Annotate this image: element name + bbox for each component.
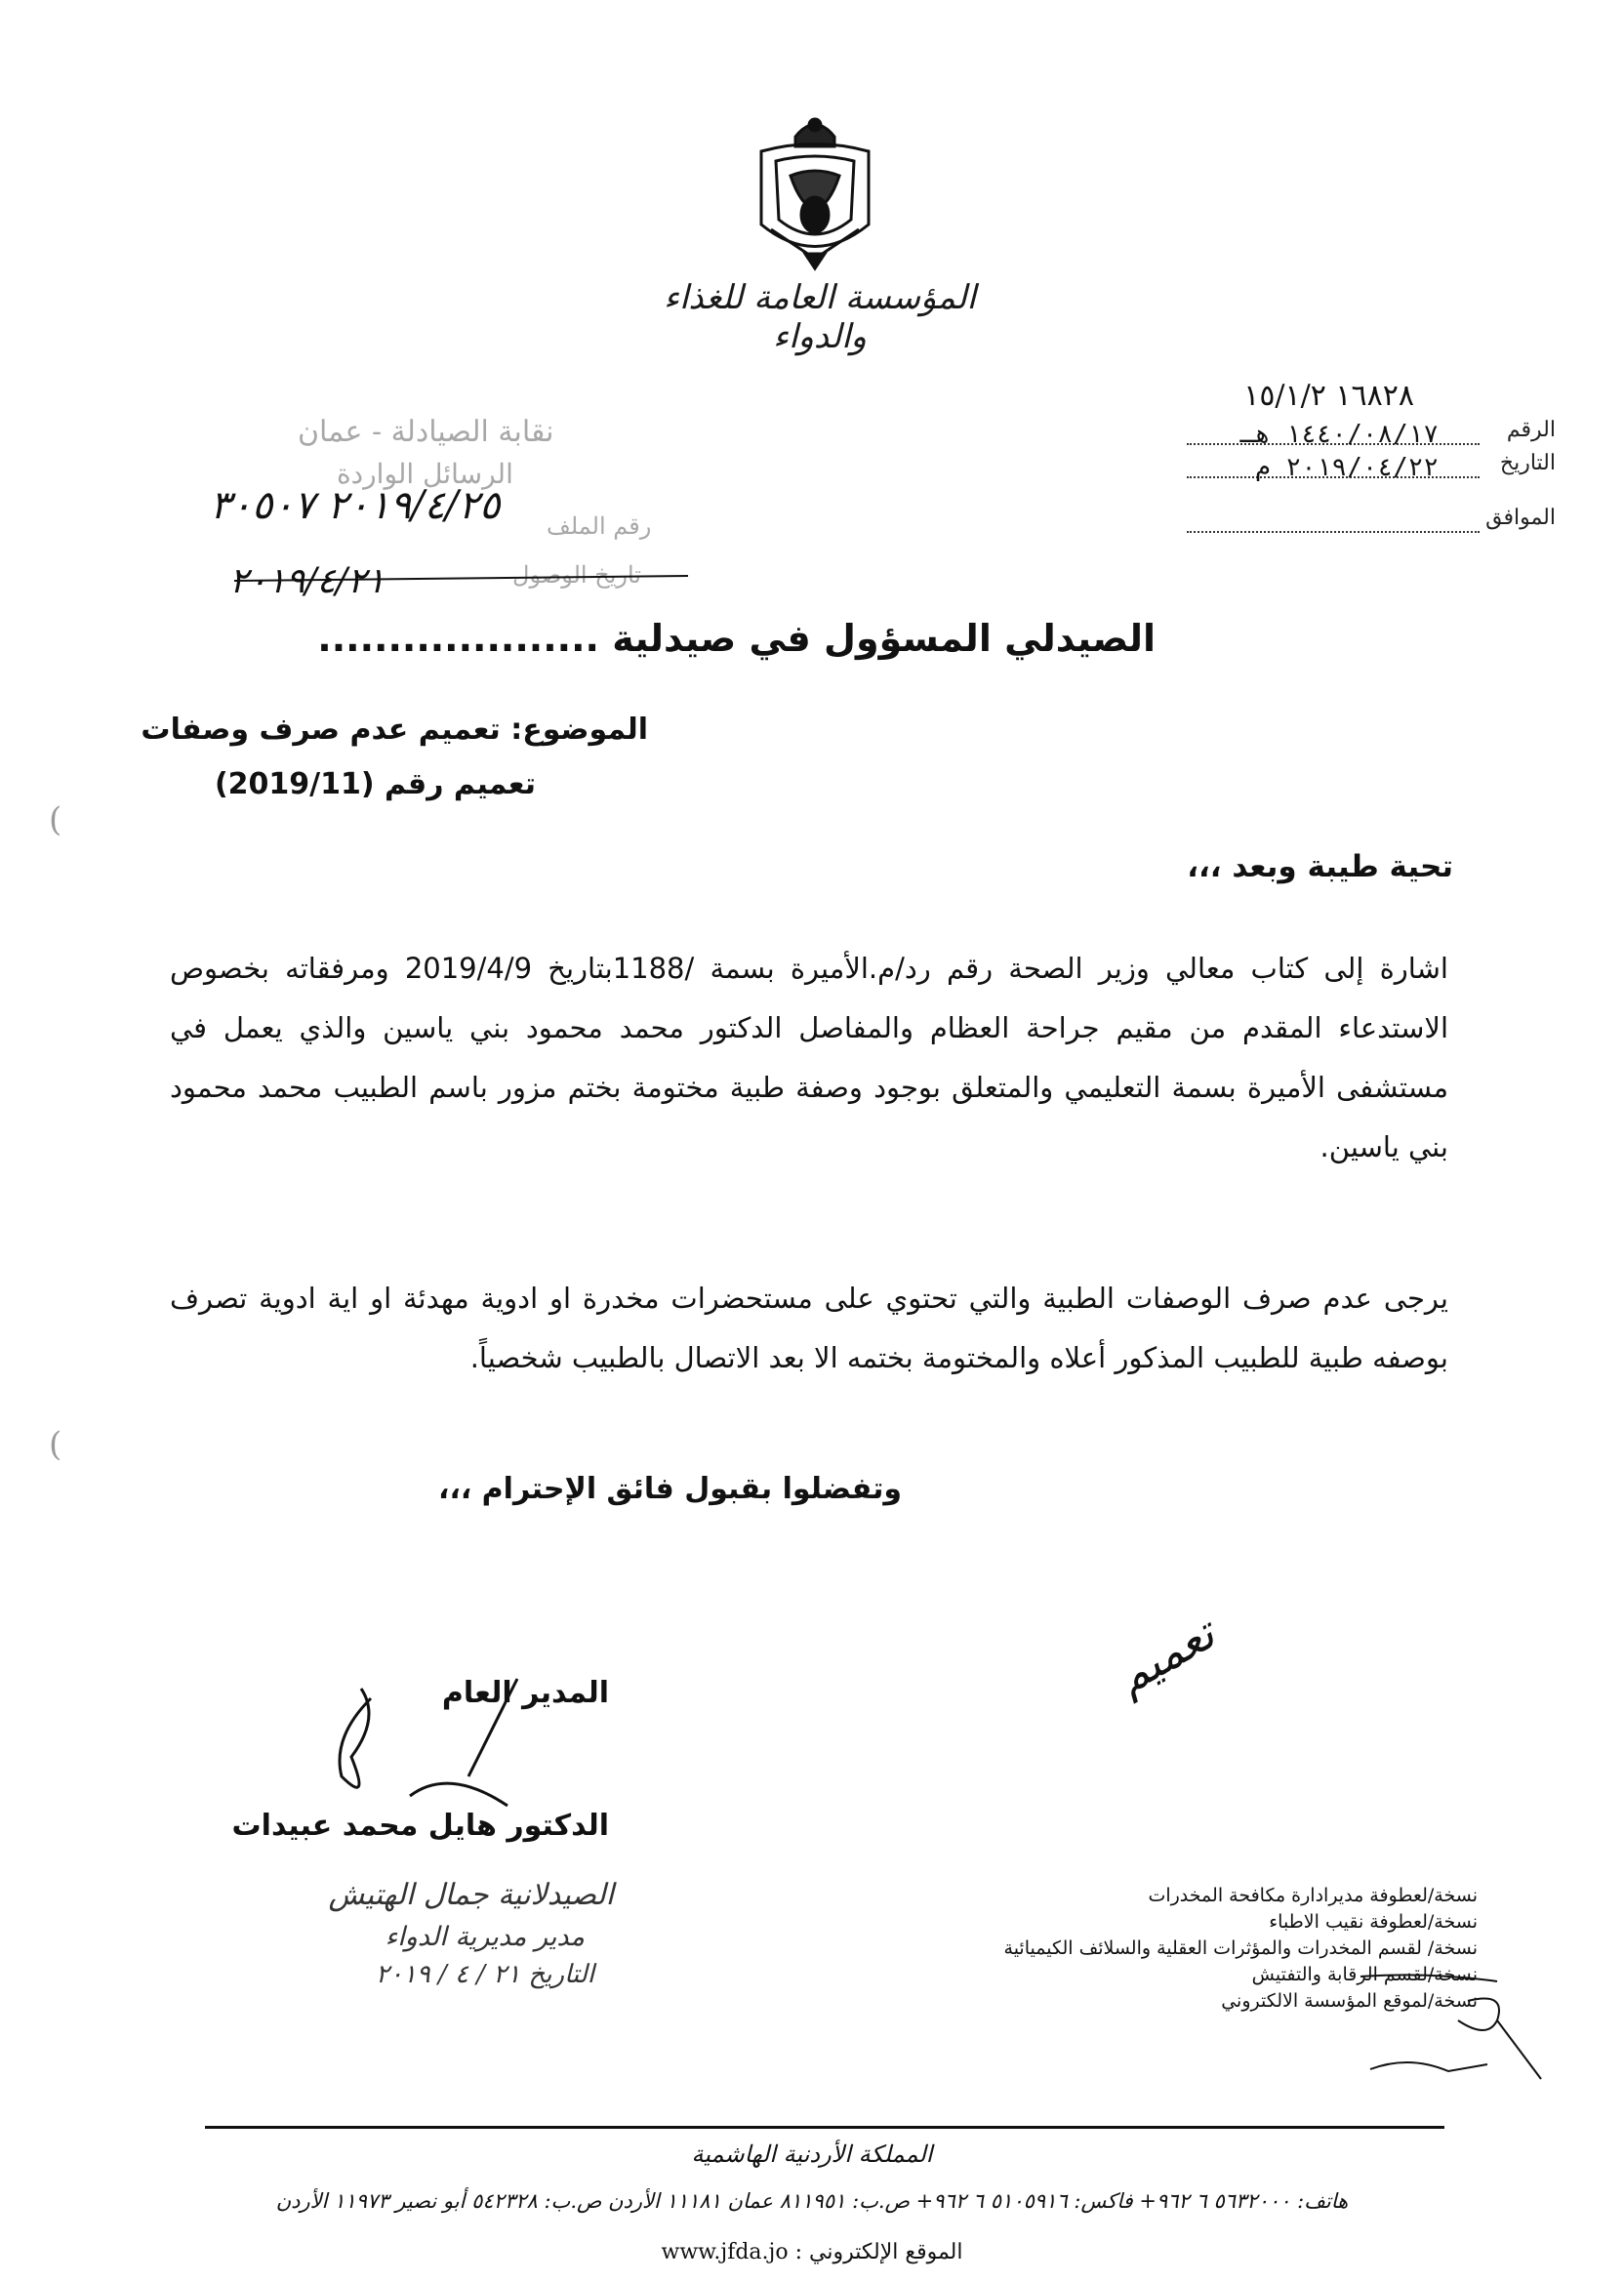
stamp-handwritten-ref: ٢٠١٩/٤/٢٥ ٣٠٥٠٧ [210,483,501,528]
addressee: الصيدلي المسؤول في صيدلية .................... [317,617,1156,660]
footer-contact: هاتف: ٥٦٣٢٠٠٠ ٦ ٩٦٢+ فاكس: ٥١٠٥٩١٦ ٦ ٩٦٢+ ص.ب: ٨١١٩٥١ عمان ١١١٨١ الأردن ص.ب: ٥٤٢٣٢٨ أبو نصير ١١٩٧٣ الأردن [275,2189,1349,2213]
stamp-arrival-label: تاريخ الوصول [512,561,641,589]
footer-kingdom: المملكة الأردنية الهاشمية [691,2140,933,2168]
stamp-director-role: مدير مديرية الدواء [385,1922,585,1952]
circular-number: تعميم رقم (2019/11) [214,767,536,801]
initials-icon [1351,1962,1546,2089]
copy-item: نسخة/لموقع المؤسسة الالكتروني [1221,1990,1478,2012]
stamp-director-date: التاريخ ٢١ / ٤ / ٢٠١٩ [375,1960,594,1989]
reference-number-handwritten: ١٦٨٢٨ ١٥/١/٢ [1243,379,1414,413]
hijri-date: ١٤٤٠/٠٨/١٧ هـ [1239,420,1439,449]
subject: الموضوع: تعميم عدم صرف وصفات [141,713,648,747]
margin-mark: ( [49,1425,62,1464]
copy-item: نسخة/لعطوفة نقيب الاطباء [1269,1911,1478,1933]
stamp-line1: نقابة الصيادلة - عمان [298,415,554,449]
closing: وتفضلوا بقبول فائق الإحترام ،،، [438,1472,902,1506]
handwritten-note [1074,1601,1224,1747]
footer-divider [205,2126,1444,2129]
reference-corresponding-label: الموافق [1485,506,1556,530]
organization-name: المؤسسة العامة للغذاء والدواء [664,278,976,356]
signatory-name: الدكتور هايل محمد عبيدات [231,1809,609,1843]
copy-item: نسخة/ لقسم المخدرات والمؤثرات العقلية والسلائف الكيميائية [1003,1937,1478,1959]
stamp-file-label: رقم الملف [547,512,652,540]
paragraph-2: يرجى عدم صرف الوصفات الطبية والتي تحتوي على مستحضرات مخدرة او ادوية مهدئة او اية ادوية تصرف بوصفه طبية للطبيب المذكور أعلاه والمختومة بختمه الا بعد الاتصال بالطبيب شخصياً. [170,1282,1448,1374]
coat-of-arms-icon [742,107,888,273]
reference-date-label: التاريخ [1499,451,1556,475]
stamp-line2: الرسائل الواردة [337,458,513,490]
copy-item: نسخة/لعطوفة مديرادارة مكافحة المخدرات [1148,1885,1478,1906]
pharmacy-director-stamp [204,1878,614,1989]
reference-number-label: الرقم [1506,418,1556,442]
copy-item: نسخة/لقسم الرقابة والتفتيش [1251,1964,1478,1985]
gregorian-date: ٢٠١٩/٠٤/٢٢ م [1255,453,1439,482]
stamp-director-name: الصيدلانية جمال الهتيش [328,1878,614,1912]
paragraph-1: اشارة إلى كتاب معالي وزير الصحة رقم رد/م.الأميرة بسمة /1188بتاريخ 2019/4/9 ومرفقاته بخصوص الاستدعاء المقدم من مقيم جراحة العظام والمفاصل الدكتور محمد محمود بني ياسين والذي يعمل في مستشفى الأميرة بسمة التعليمي والمتعلق بوجود وصفة طبية مختومة بختم مزور باسم الطبيب محمد محمود بني ياسين. [170,952,1448,1163]
margin-mark: ( [49,800,62,839]
handwritten-note-text: تعميم [1107,1607,1224,1704]
stamp-handwritten-date: ٢٠١٩/٤/٢١ [229,561,386,601]
incoming-stamp [190,415,698,630]
greeting: تحية طيبة وبعد ،،، [1187,849,1453,884]
signatory-title: المدير العام [441,1676,609,1710]
reference-corresponding-row [1029,506,1556,545]
stamp-strike-icon [229,551,698,610]
footer-website: الموقع الإلكتروني : www.jfda.jo [661,2240,963,2264]
